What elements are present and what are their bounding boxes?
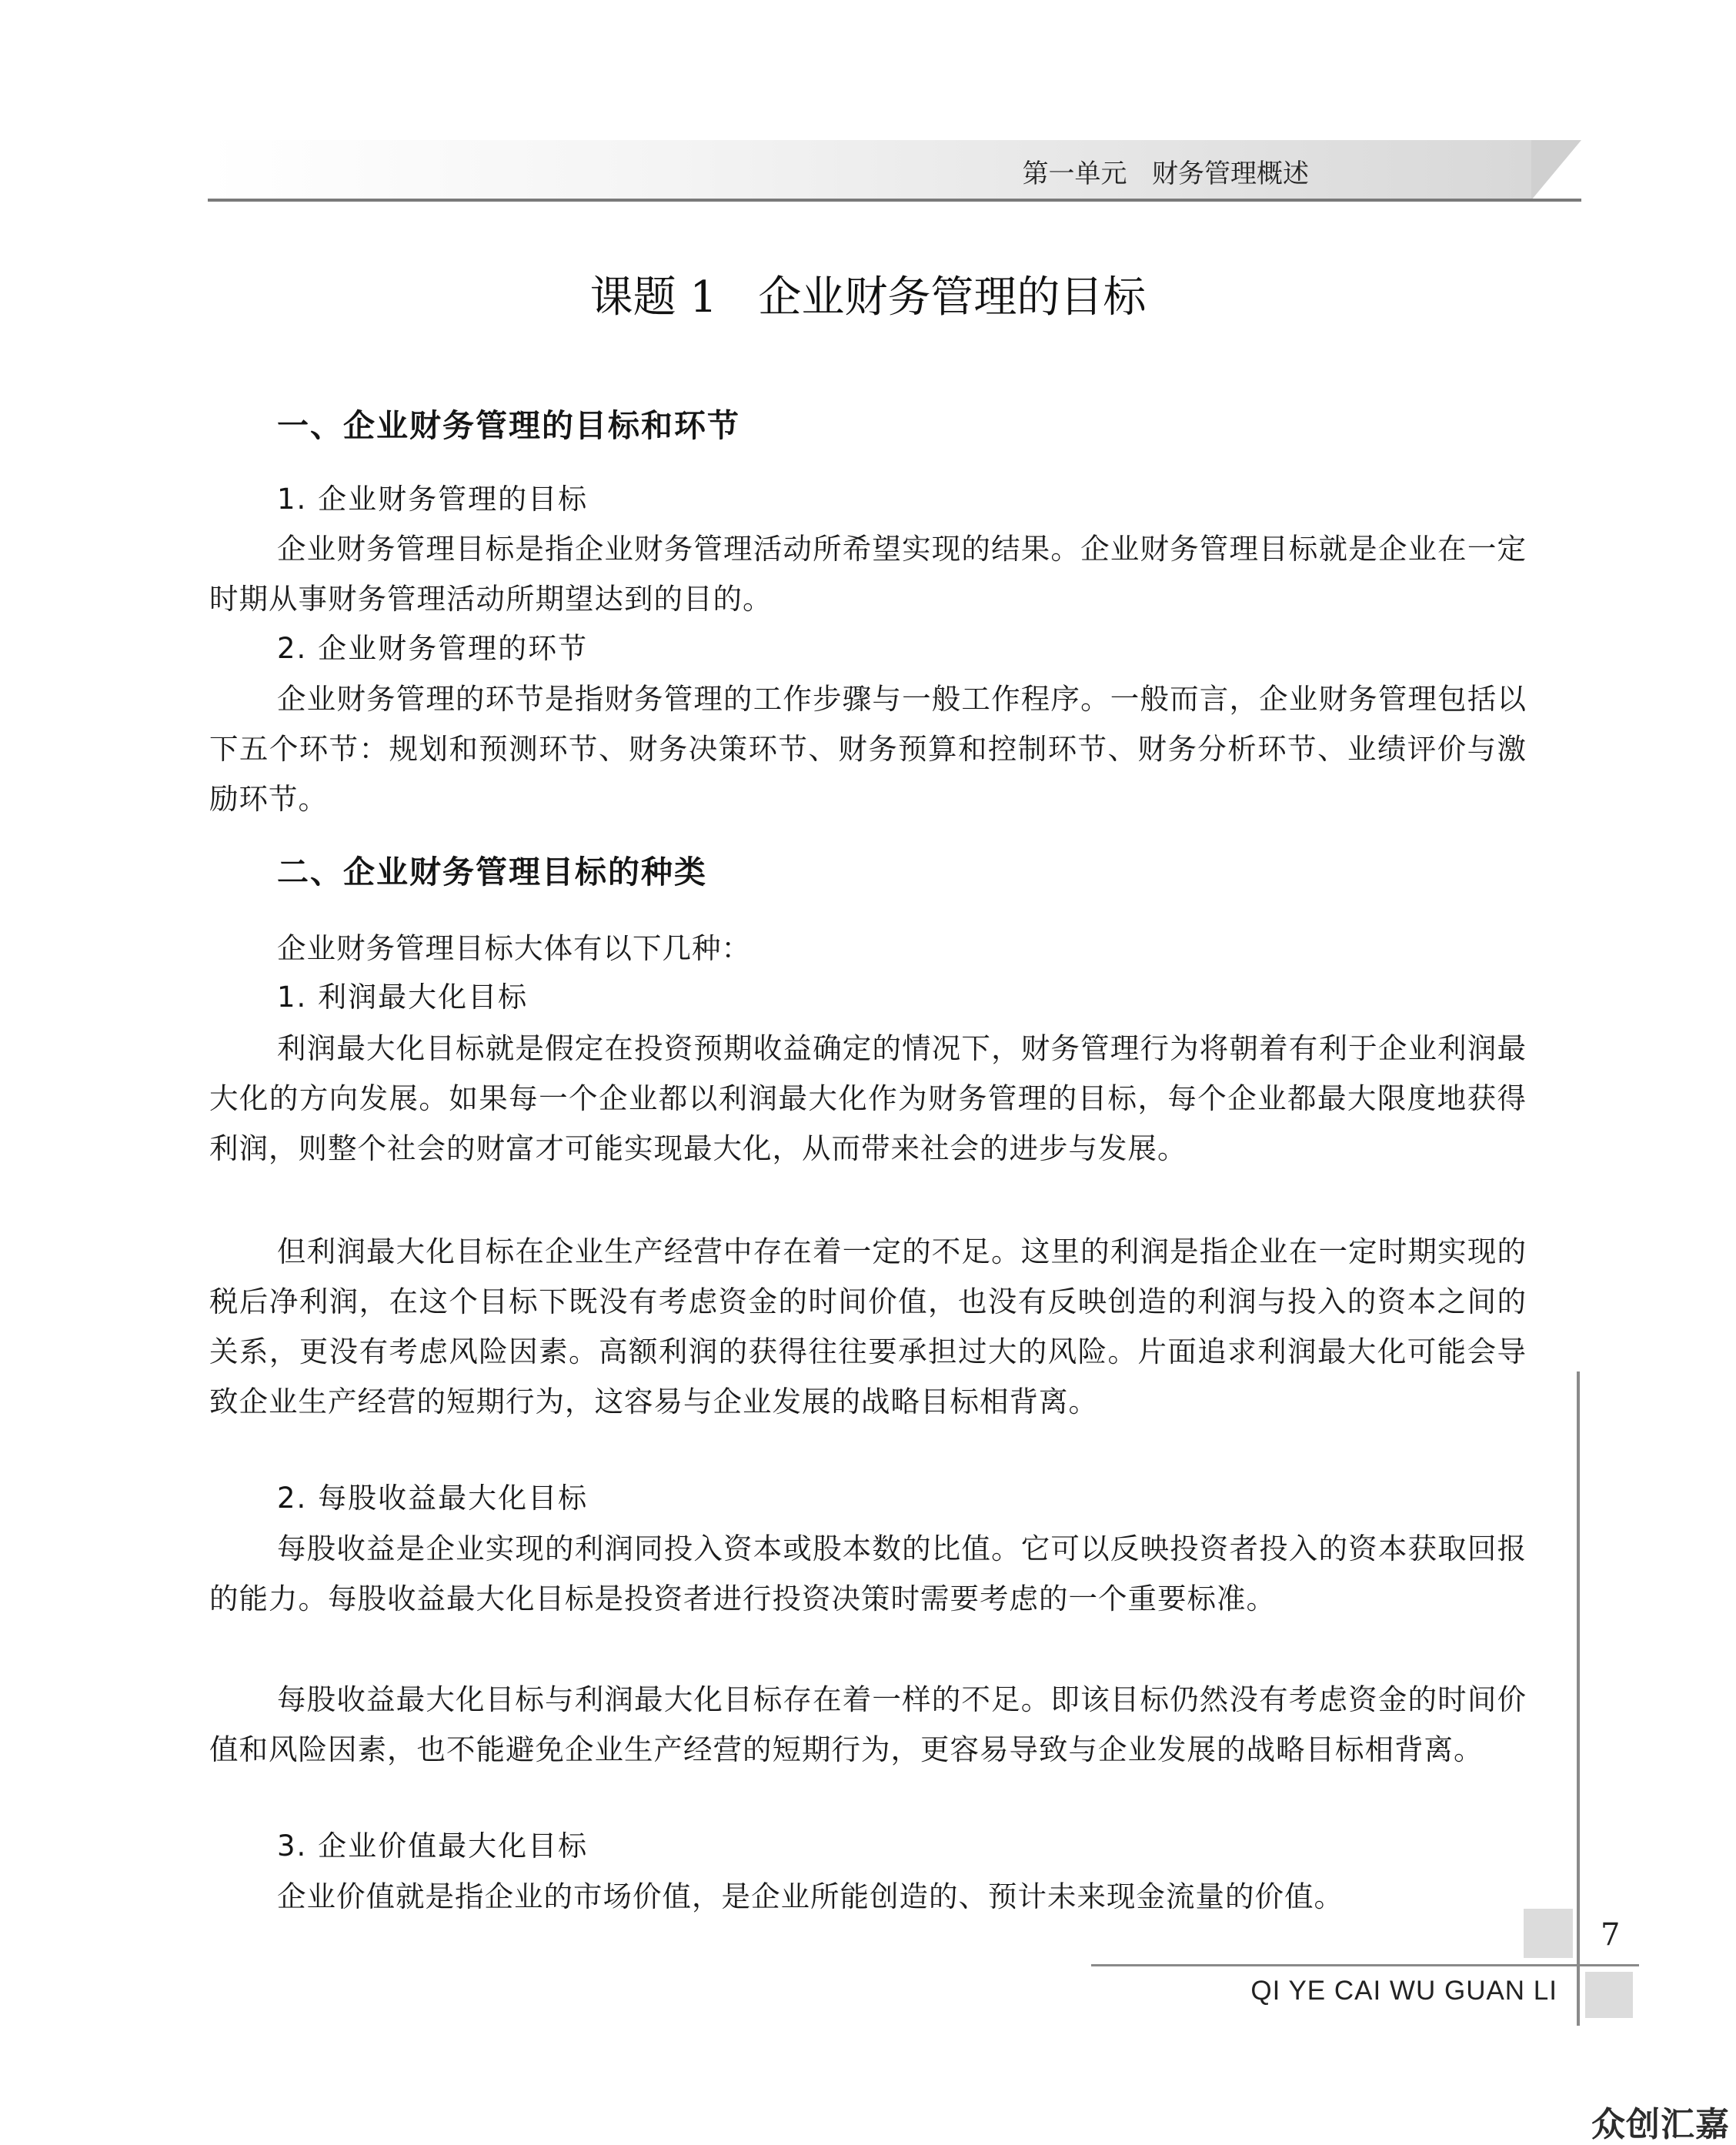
lesson-number: 1 (689, 272, 718, 322)
paragraph: 企业财务管理目标是指企业财务管理活动所希望实现的结果。企业财务管理目标就是企业在一定时期从事财务管理活动所期望达到的目的。 (209, 532, 1527, 616)
subsection-heading: 2. 企业财务管理的环节 (277, 632, 589, 665)
watermark-logo: 众创汇嘉 (1591, 2105, 1730, 2144)
paragraph: 企业财务管理目标大体有以下几种： (277, 931, 751, 965)
lesson-label: 课题 (589, 272, 676, 322)
paragraph-block (209, 1872, 1527, 1922)
footer-vertical-rule (1577, 1372, 1580, 2026)
book-title-latin: QI YE CAI WU GUAN LI (1250, 1976, 1557, 2006)
page-number: 7 (1601, 1917, 1621, 1953)
subsection-heading: 2. 每股收益最大化目标 (277, 1482, 589, 1515)
paragraph: 利润最大化目标就是假定在投资预期收益确定的情况下，财务管理行为将朝着有利于企业利润最大化的方向发展。如果每一个企业都以利润最大化作为财务管理的目标，每个企业都最大限度地获得利润，则整个社会的财富才可能实现最大化，从而带来社会的进步与发展。 (209, 1031, 1527, 1165)
subsection-heading: 3. 企业价值最大化目标 (277, 1829, 589, 1863)
footer-horizontal-rule (1091, 1964, 1639, 1966)
header-tab-decoration (1531, 140, 1581, 200)
section-heading-1: 一、企业财务管理的目标和环节 (277, 407, 740, 444)
paragraph-block (209, 524, 1527, 624)
paragraph-block (209, 1524, 1527, 1624)
section-heading-2: 二、企业财务管理目标的种类 (277, 854, 707, 890)
paragraph: 企业财务管理的环节是指财务管理的工作步骤与一般工作程序。一般而言，企业财务管理包括以下五个环节：规划和预测环节、财务决策环节、财务预算和控制环节、财务分析环节、业绩评价与激励环节。 (209, 682, 1527, 816)
header-rule (208, 199, 1581, 202)
subsection-heading: 1. 企业财务管理的目标 (277, 483, 589, 516)
paragraph: 企业价值就是指企业的市场价值，是企业所能创造的、预计未来现金流量的价值。 (277, 1879, 1344, 1913)
paragraph-block (209, 674, 1527, 824)
footer-grey-square (1585, 1972, 1633, 2018)
subsection-heading: 1. 利润最大化目标 (277, 981, 529, 1014)
running-head: 第一单元 财务管理概述 (1022, 159, 1309, 189)
paragraph: 每股收益最大化目标与利润最大化目标存在着一样的不足。即该目标仍然没有考虑资金的时间价值和风险因素，也不能避免企业生产经营的短期行为，更容易导致与企业发展的战略目标相背离。 (209, 1682, 1527, 1766)
paragraph: 每股收益是企业实现的利润同投入资本或股本数的比值。它可以反映投资者投入的资本获取回报的能力。每股收益最大化目标是投资者进行投资决策时需要考虑的一个重要标准。 (209, 1532, 1527, 1615)
header-band (208, 140, 1531, 200)
paragraph-block (209, 1227, 1527, 1427)
paragraph: 但利润最大化目标在企业生产经营中存在着一定的不足。这里的利润是指企业在一定时期实现的税后净利润，在这个目标下既没有考虑资金的时间价值，也没有反映创造的利润与投入的资本之间的关系，更没有考虑风险因素。高额利润的获得往往要承担过大的风险。片面追求利润最大化可能会导致企业生产经营的短期行为，这容易与企业发展的战略目标相背离。 (209, 1235, 1527, 1418)
paragraph-block (209, 924, 1527, 974)
paragraph-block (209, 1024, 1527, 1174)
footer-grey-square (1524, 1909, 1573, 1958)
paragraph-block (209, 1675, 1527, 1775)
lesson-title (0, 271, 1736, 325)
lesson-title-text: 企业财务管理的目标 (758, 272, 1147, 322)
